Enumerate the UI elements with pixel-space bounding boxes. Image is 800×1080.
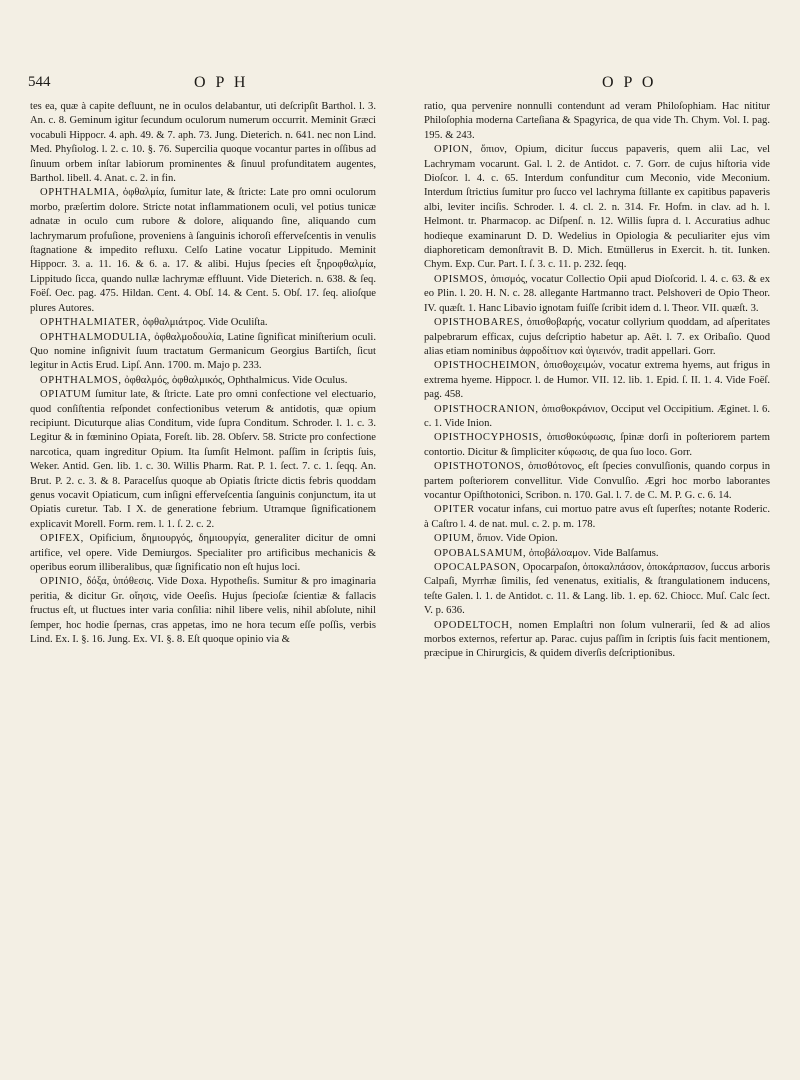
entry-lemma: OPISTHOCYPHOSIS, [434, 432, 543, 444]
dictionary-entry [424, 532, 770, 546]
entry-text: ὀφθαλμιάτρος. Vide Oculiſta. [142, 317, 268, 329]
entry-lemma: OPOBALSAMUM, [434, 547, 527, 559]
entry-text: ὀποβάλσαμον. Vide Balſamus. [528, 547, 659, 559]
dictionary-entry [424, 561, 770, 619]
running-header [26, 74, 774, 98]
dictionary-entry [424, 403, 770, 432]
entry-text: Opocarpaſon, ὀποκαλπάσον, ὀποκάρπασον, ſuccus arboris Calpaſi, Myrrhæ ſimilis, ſed venenatus, exitialis, & ſtrangulationem inducens, teſte Galen. l. 1. de Antidot. c. 11. & Lang. lib. 1. ep. 62. Chiocc. Muſ. Calc ſect. V. p. 636. [424, 562, 770, 617]
dictionary-entry [424, 273, 770, 316]
entry-text: nomen Emplaſtri non ſolum vulnerarii, ſed & ad alios morbos externos, refertur ap. Parac. cujus paſſim in ſcriptis ſuis facit mentionem, præcipue in Chirurgicis, & quidem diverſis deſcriptionibus. [424, 619, 770, 660]
entry-lemma: OPHTHALMIA, [40, 187, 120, 199]
dictionary-entry [30, 388, 376, 532]
entry-lemma: OPISTHOCRANION, [434, 403, 539, 415]
dictionary-entry [424, 316, 770, 359]
left-column [30, 100, 376, 1062]
entry-text: ὀπισθοκράνιον, Occiput vel Occipitium. Æginet. l. 6. c. 1. Vide Inion. [424, 403, 770, 429]
entry-lemma: OPIFEX, [40, 533, 84, 545]
dictionary-entry [424, 503, 770, 532]
dictionary-entry [424, 431, 770, 460]
entry-lemma: OPIATUM [40, 389, 92, 401]
entry-lemma: OPISTHOCHEIMON, [434, 360, 540, 372]
entry-lemma: OPISTHOTONOS, [434, 461, 525, 473]
dictionary-entry [424, 143, 770, 273]
entry-text: ὀφθαλμός, ὀφθαλμικός, Ophthalmicus. Vide Oculus. [124, 374, 348, 386]
entry-continuation [424, 100, 770, 143]
dictionary-entry [30, 532, 376, 575]
entry-lemma: OPIUM, [434, 533, 475, 545]
dictionary-entry [424, 359, 770, 402]
right-column [424, 100, 770, 1062]
entry-lemma: OPHTHALMODULIA, [40, 331, 152, 343]
entry-text: ὄπιον, Opium, dicitur ſuccus papaveris, quem alii Lac, vel Lachrymam vocarunt. Gal. l. 2. de Antidot. c. 7. Gorr. de cujus hiſtoria vide Dioſcor. l. 4. c. 65. Interdum confunditur cum Meconio, vide Meconium. Interdum ſtrictius ſumitur pro ſucco vel lachryma ſtillante ex capitibus papaveris albi, leviter inciſis. Schroder. l. 4. cl. 2. n. 314. Fr. Hofm. in clav. ad h. l. Helmont. tr. Pharmacop. ac Diſpenſ. n. 12. Willis ſupra d. l. Accuratius adhuc hodieque examinarunt D. D. Wedelius in Opiologia & peculiariter ejus vim diaphoreticam demonſtravit B. D. Mich. Etmüllerus in Exercit. h. tit. Iunken. Chym. Exp. Cur. Part. I. ſ. 3. c. 11. p. 232. ſeqq. [424, 144, 770, 271]
dictionary-entry [424, 619, 770, 662]
entry-lemma: OPHTHALMOS, [40, 374, 122, 386]
dictionary-entry [30, 186, 376, 316]
entry-text: Opificium, δημιουργός, δημιουργία, generaliter dicitur de omni artifice, vel opere. Vide Demiurgos. Specialiter pro artificibus mechanicis & operibus eorum illiberalibus, quæ ſignificatio non eſt hujus loci. [30, 533, 376, 573]
entry-lemma: OPHTHALMIATER, [40, 317, 140, 329]
dictionary-entry [30, 316, 376, 330]
left-running-head: O P H [194, 74, 249, 91]
dictionary-entry [30, 331, 376, 374]
entry-text: ὀπισθοκύφωσις, ſpinæ dorſi in poſteriorem partem contortio. Dicitur & ſimpliciter κύφωσις, de qua ſuo loco. Gorr. [424, 432, 770, 458]
dictionary-entry [30, 575, 376, 647]
entry-lemma: OPOCALPASON, [434, 562, 520, 573]
entry-lemma: OPISMOS, [434, 273, 488, 285]
dictionary-entry [30, 374, 376, 388]
entry-lemma: OPITER [434, 504, 475, 516]
entry-continuation [30, 100, 376, 186]
dictionary-entry [424, 460, 770, 503]
right-running-head: O P O [602, 74, 657, 91]
entry-text: ſumitur late, & ſtricte. Late pro omni confectione vel electuario, quod conſiſtentia reſpondet confectionibus veterum & antidotis, quæ opium recipiunt. Dicuturque alias Conditum, vide ſupra Conditum. Schroder. l. 1. c. 3. Legitur & in fœminino Opiata, Foreſt. lib. 28. Obſerv. 58. Stricte pro confectione narcotica, quam ingreditur Opium. Ita ſumſit Helmont. paſſim in ſcriptis ſuis, Weker. Antid. Gen. lib. 1. c. 30. Willis Pharm. Rat. P. 1. ſect. 7. c. 1. ſeqq. An. Brut. P. 2. c. 3. & 8. Paracelſus quoque ab Opiatis ſtricte dictis febris quoddam genus vocavit Opiaticum, cum inſigni efferveſcentia ſanguinis conjunctum, ita ut Opiatis curetur. Tab. I X. de generatione febrium. Utramque ſignificationem explicavit Morell. Form. rem. l. 1. ſ. 2. c. 2. [30, 389, 376, 530]
entry-text: ὄπιον. Vide Opion. [477, 533, 558, 545]
entry-text: ὀφθαλμία, ſumitur late, & ſtricte: Late pro omni oculorum morbo, præſertim dolore. Stricte notat inflammationem oculi, vel potius tunicæ adnatæ in oculo cum rubore & dolore, aliquando ſine, aliquando cum lachrymarum profuſione, proveniens à ſanguinis ichoroſi efferveſcentis in venulis ſtagnatione & impedito refluxu. Celſo Latine vocatur Lippitudo. Meminit Hippocr. 3. a. 11. 16. & 6. a. 17. & alibi. Hujus ſpecies eſt ξηροφθαλμία, Lippitudo ſicca, quando nullæ lachrymæ effluunt. Vide Dieterich. n. 638. & ſeq. Foëſ. Oec. pag. 475. Hildan. Cent. 4. Obſ. 14. & Cent. 5. Obſ. 17. ſeq. alioſque plures Autores. [30, 187, 376, 314]
entry-text: ὀφθαλμοδουλία, Latine ſignificat miniſterium oculi. Quo nomine inſignivit ſuum tractatum Germanicum Georgius Bartiſch, ſicut legitur in Actis Erud. Lipſ. Ann. 1700. m. Majo p. 233. [30, 331, 376, 372]
entry-lemma: OPION, [434, 144, 473, 156]
entry-text: ὀπισθοχειμών, vocatur extrema hyems, aut frigus in extrema hyeme. Hippocr. l. de Humor. VII. 12. lib. 1. Epid. ſ. II. 1. 4. Vide Foëſ. pag. 458. [424, 360, 770, 401]
dictionary-entry [424, 547, 770, 561]
entry-text: ὀπισθότονος, eſt ſpecies convulſionis, quando corpus in partem poſteriorem convellitur. Vide Convulſio. Ægri hoc morbo laborantes vocantur Opiſthotonici, Scribon. n. 170. Gal. l. 7. de C. M. P. G. c. 6. 14. [424, 461, 770, 501]
entry-text: ὀπισμός, vocatur Collectio Opii apud Dioſcorid. l. 4. c. 63. & ex eo Plin. l. 20. H. N. c. 28. allegante Hartmanno tract. Pelshoveri de Opio Theor. IV. quæſt. 1. Hanc Libavio ignotam fuiſſe ſcribit idem d. l. Theor. VII. quæſt. 3. [424, 273, 770, 314]
page-number: 544 [28, 74, 51, 90]
entry-text: ratio, qua pervenire nonnulli contendunt ad veram Philoſophiam. Hac nititur Philoſophia moderna Carteſiana & Spagyrica, de qua vide Th. Chym. Vol. I. pag. 195. & 243. [424, 101, 770, 141]
entry-lemma: OPINIO, [40, 576, 83, 588]
entry-text: tes ea, quæ à capite defluunt, ne in oculos delabantur, uti deſcripſit Barthol. l. 3. An. c. 8. Geminum igitur ſecundum oculorum numerum occurrit. Meminit Græci vocabuli Hippocr. 4. aph. 49. & 7. aph. 73. Jung. Dieterich. n. 641. nec non Lind. Med. Phyſiolog. l. 2. c. 10. §. 76. Supercilia quoque vocantur partes in oſſibus ad ſinuum orbem inſtar labiorum prominentes & ſinuul profunditatem augentes, Barthol. libell. 4. Anat. c. 2. in fin. [30, 101, 376, 185]
entry-lemma: OPODELTOCH, [434, 619, 513, 631]
entry-text: vocatur infans, cui mortuo patre avus eſt ſuperſtes; notante Roderic. à Caſtro l. 4. de nat. mul. c. 2. p. m. 178. [424, 504, 770, 530]
entry-text: δόξα, ὑπόθεσις. Vide Doxa. Hypotheſis. Sumitur & pro imaginaria peritia, & dicitur Gr. οἴησις, vide Oeeſis. Hujus ſpecioſæ ſcientiæ & fallacis fructus eſt, ut fluctues inter varia conſilia: nihil libere velis, nihil abſolute, nihil ſemper, hoc hodie ſpernas, cras appetas, imo ne hora tecum eſſe poſſis, verbis Lind. Ex. I. §. 16. Jung. Ex. VI. §. 8. Eſt quoque opinio via & [30, 576, 376, 646]
entry-lemma: OPISTHOBARES, [434, 317, 524, 329]
entry-text: ὀπισθοβαρής, vocatur collyrium quoddam, ad aſperitates palpebrarum efficax, cujus deſcriptio habetur ap. Aët. l. 7. ex Oribaſio. Quod alias etiam nominibus ἀφροδίτιον καὶ ὑγιεινόν, tradit appellari. Gorr. [424, 317, 770, 357]
